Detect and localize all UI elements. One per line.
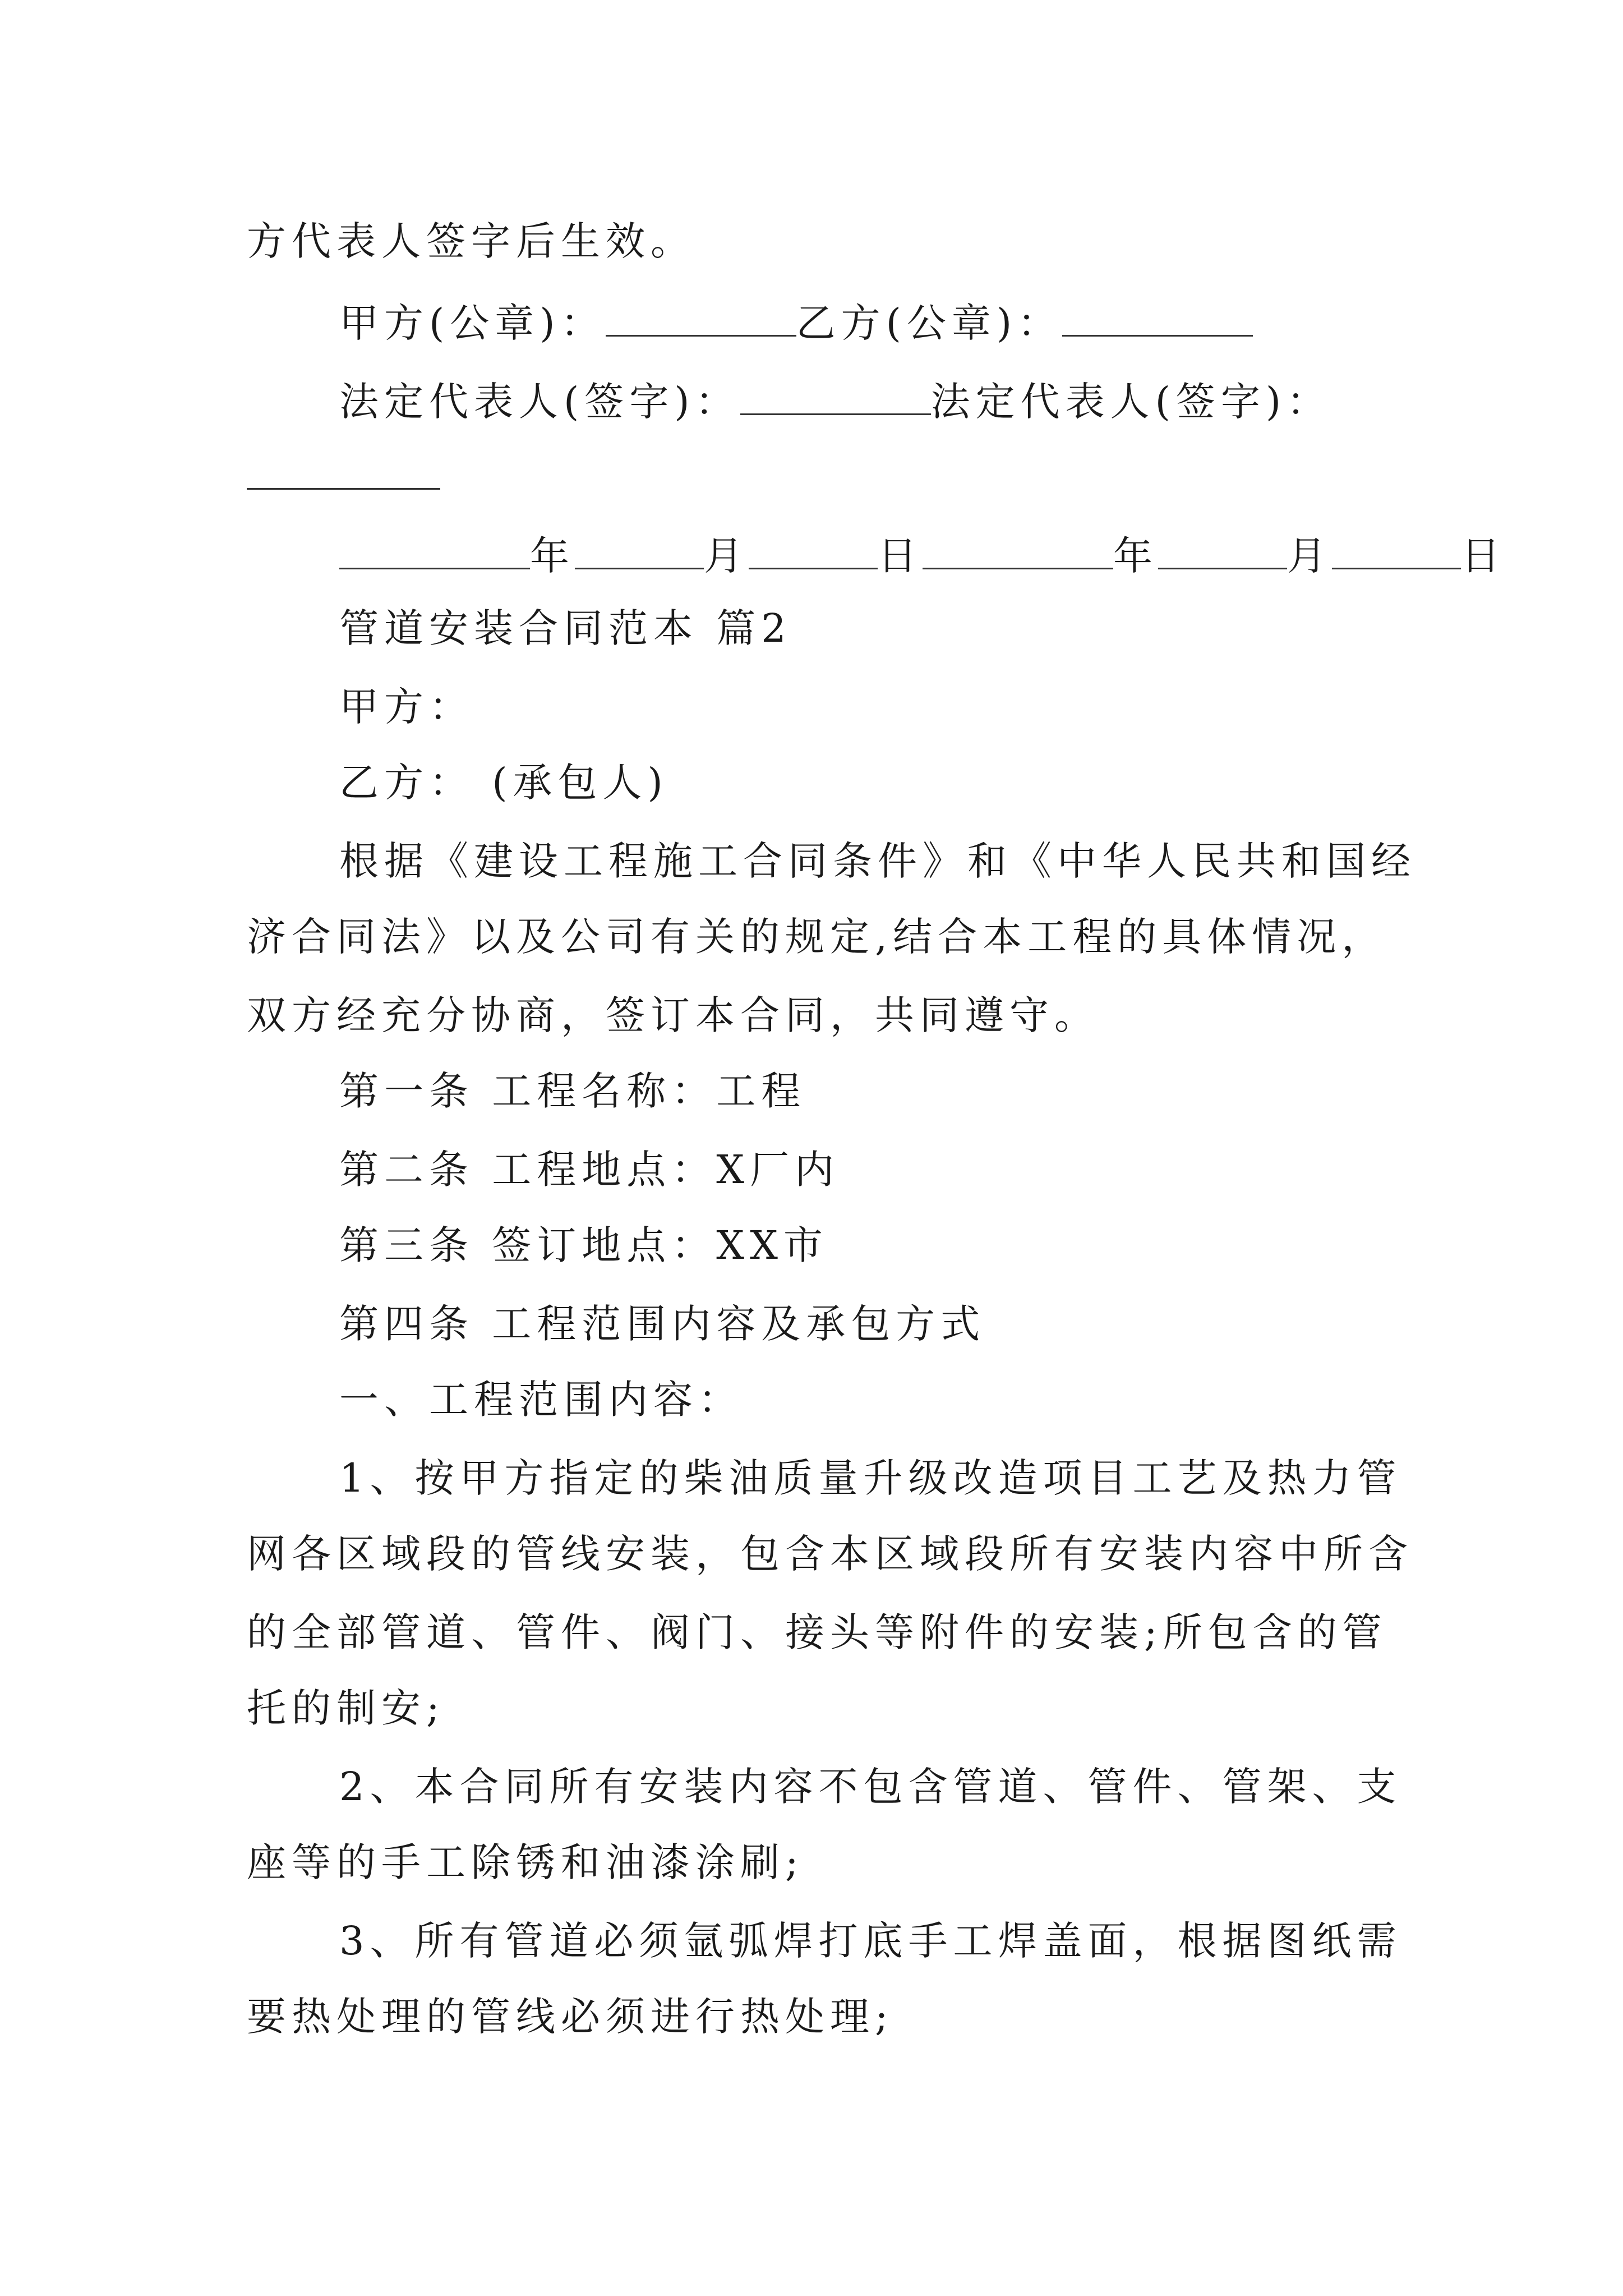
article-1: 第一条 工程名称：工程 <box>339 1068 806 1114</box>
day-label-a: 日 <box>878 533 923 579</box>
date-line <box>339 533 1506 579</box>
year-blank-b <box>923 533 1113 569</box>
intro-line-2: 济合同法》以及公司有关的规定,结合本工程的具体情况， <box>247 914 1387 960</box>
party-b-rep-blank <box>247 488 440 490</box>
party-b-line: 乙方： (承包人) <box>339 760 668 806</box>
party-a-seal-label: 甲方(公章)： <box>339 300 606 346</box>
item-2-line-1: 2、本合同所有安装内容不包含管道、管件、管架、支 <box>339 1764 1402 1810</box>
item-1-line-3: 的全部管道、管件、阀门、接头等附件的安装;所包含的管 <box>247 1609 1387 1655</box>
day-label-b: 日 <box>1461 533 1506 579</box>
party-b-seal-label: 乙方(公章)： <box>796 300 1063 346</box>
month-blank-a <box>575 533 704 569</box>
item-1-line-2: 网各区域段的管线安装，包含本区域段所有安装内容中所含 <box>247 1531 1413 1577</box>
year-label-b: 年 <box>1113 533 1158 579</box>
party-b-seal-blank <box>1062 300 1253 337</box>
scope-title: 一、工程范围内容： <box>339 1377 743 1423</box>
item-3-line-1: 3、所有管道必须氩弧焊打底手工焊盖面，根据图纸需 <box>339 1918 1402 1964</box>
article-4: 第四条 工程范围内容及承包方式 <box>339 1301 986 1347</box>
seal-line <box>339 300 1253 346</box>
month-label-a: 月 <box>704 533 749 579</box>
party-a-seal-blank <box>606 300 796 337</box>
month-blank-b <box>1158 533 1287 569</box>
year-label-a: 年 <box>530 533 575 579</box>
party-a-line: 甲方： <box>339 684 474 730</box>
article-3: 第三条 签订地点：XX市 <box>339 1222 828 1268</box>
month-label-b: 月 <box>1287 533 1332 579</box>
intro-line-3: 双方经充分协商，签订本合同，共同遵守。 <box>247 992 1099 1038</box>
day-blank-b <box>1332 533 1461 569</box>
item-3-line-2: 要热处理的管线必须进行热处理; <box>247 1994 894 2040</box>
item-1-line-4: 托的制安; <box>247 1685 445 1731</box>
year-blank-a <box>339 533 530 569</box>
day-blank-a <box>749 533 878 569</box>
article-2: 第二条 工程地点：X厂内 <box>339 1147 840 1193</box>
party-a-rep-blank <box>740 379 931 415</box>
section-title: 管道安装合同范本 篇2 <box>339 605 792 651</box>
item-1-line-1: 1、按甲方指定的柴油质量升级改造项目工艺及热力管 <box>339 1455 1402 1501</box>
intro-line-1: 根据《建设工程施工合同条件》和《中华人民共和国经 <box>339 838 1416 884</box>
item-2-line-2: 座等的手工除锈和油漆涂刷; <box>247 1839 804 1885</box>
party-b-rep-label: 法定代表人(签字)： <box>930 379 1332 425</box>
closing-line: 方代表人签字后生效。 <box>247 218 695 264</box>
representative-line <box>339 379 1332 425</box>
party-a-rep-label: 法定代表人(签字)： <box>339 379 740 425</box>
